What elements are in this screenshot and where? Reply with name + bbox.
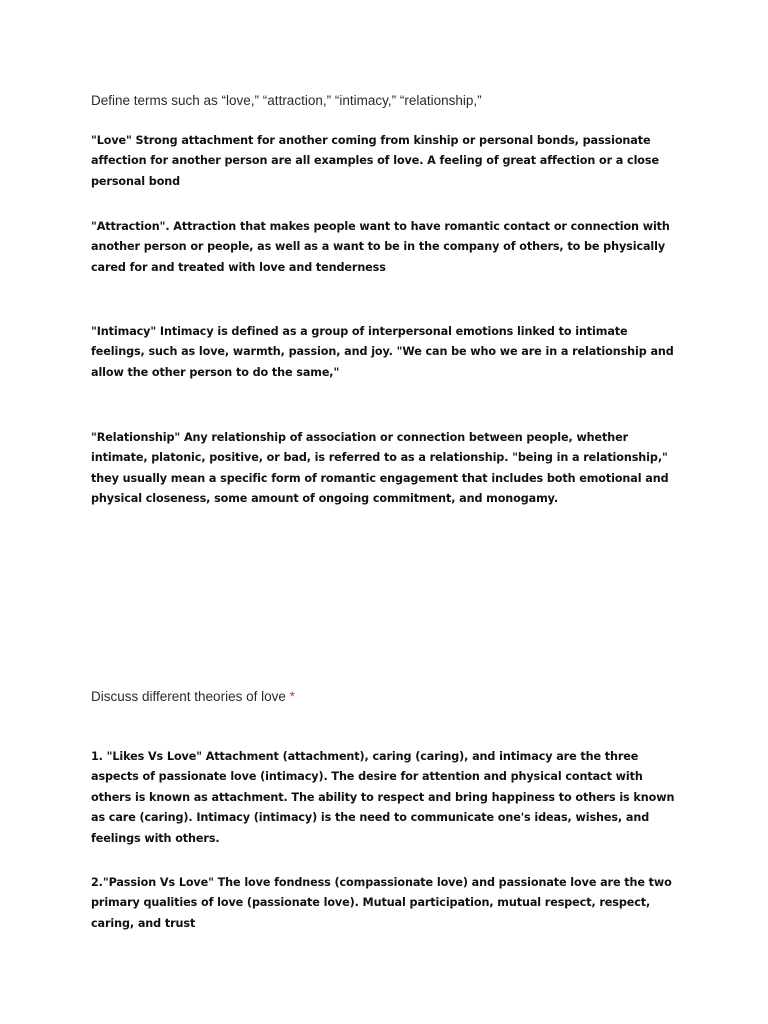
question-text: Define terms such as “love,” “attraction,” “intimacy,” “relationship,” <box>91 93 482 108</box>
question-theories-of-love <box>91 688 691 706</box>
answer-relationship: "Relationship" Any relationship of association or connection between people, whether intimate, platonic, positive, or bad, is referred to as a relationship. "being in a relationship," they usually mean a specific form of romantic engagement that includes both emotional and physical closeness, some amount of ongoing commitment, and monogamy. <box>91 431 669 506</box>
answer-love: "Love" Strong attachment for another coming from kinship or personal bonds, passionate affection for another person are all examples of love. A feeling of great affection or a close personal bond <box>91 134 659 188</box>
question-define-terms <box>91 92 691 110</box>
required-marker: * <box>289 689 295 704</box>
answer-passion-vs-love: 2."Passion Vs Love" The love fondness (compassionate love) and passionate love are the two primary qualities of love (passionate love). Mutual participation, mutual respect, respect, caring, and trust <box>91 876 672 930</box>
question-text: Discuss different theories of love <box>91 689 286 704</box>
answer-intimacy: "Intimacy" Intimacy is defined as a group of interpersonal emotions linked to intimate feelings, such as love, warmth, passion, and joy. "We can be who we are in a relationship and allow the other person to do the same," <box>91 325 674 379</box>
answer-likes-vs-love: 1. "Likes Vs Love" Attachment (attachment), caring (caring), and intimacy are the three aspects of passionate love (intimacy). The desire for attention and physical contact with others is known as attachment. The ability to respect and bring happiness to others is known as care (caring). Intimacy (intimacy) is the need to communicate one's ideas, wishes, and feelings with others. <box>91 750 675 845</box>
answer-attraction: "Attraction". Attraction that makes people want to have romantic contact or connection with another person or people, as well as a want to be in the company of others, to be physically cared for and treated with love and tenderness <box>91 220 670 274</box>
